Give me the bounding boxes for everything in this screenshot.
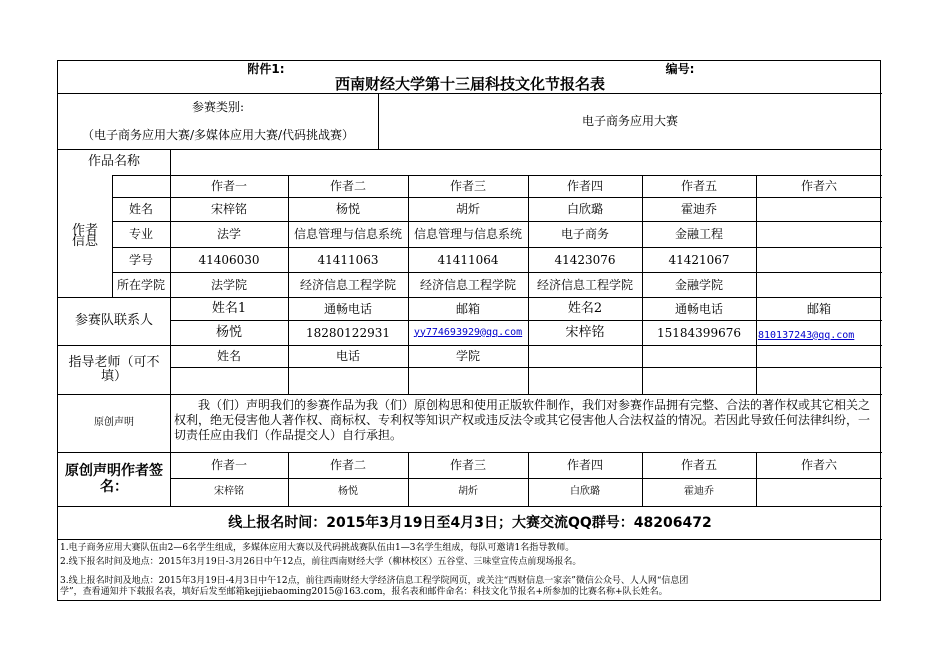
contact-header-name1: 姓名1: [211, 300, 247, 316]
contact-header-email1: 邮箱: [455, 301, 480, 316]
author-name-5[interactable]: 霍迪乔: [680, 202, 717, 216]
author-id-3[interactable]: 41411064: [437, 252, 499, 267]
signature-name-4[interactable]: 白欣璐: [570, 486, 600, 497]
author-major-4[interactable]: 电子商务: [560, 227, 609, 241]
note-3b: 学”，查看通知并下载报名表，填好后发至邮箱kejijiebaoming2015@163.com，报名表和邮件命名：科技文化节报名+所参加的比赛名称+队长姓名。: [60, 587, 668, 597]
signature-col-1: 作者一: [210, 458, 247, 472]
category-options: （电子商务应用大赛/多媒体应用大赛/代码挑战赛）: [81, 128, 355, 142]
author-school-4[interactable]: 经济信息工程学院: [536, 277, 633, 292]
work-name-value[interactable]: [170, 149, 882, 175]
signature-label: 原创声明作者签名：: [65, 463, 163, 495]
signature-col-4: 作者四: [566, 458, 603, 472]
author-col-2: 作者二: [329, 179, 366, 193]
contact-name1[interactable]: 杨悦: [215, 324, 242, 340]
author-name-2[interactable]: 杨悦: [335, 202, 360, 216]
author-school-6[interactable]: [756, 272, 882, 297]
row-label-name: 姓名: [128, 202, 153, 216]
author-col-3: 作者三: [449, 179, 486, 193]
author-id-5[interactable]: 41421067: [668, 252, 730, 267]
signature-col-3: 作者三: [449, 458, 486, 472]
contact-header-name2: 姓名2: [567, 300, 603, 316]
category-label: 参赛类别:: [191, 100, 245, 114]
author-col-5: 作者五: [680, 179, 717, 193]
signature-col-2: 作者二: [329, 458, 366, 472]
signature-name-2[interactable]: 杨悦: [338, 486, 358, 497]
contact-header-phone1: 通畅电话: [323, 301, 372, 316]
row-label-school: 所在学院: [116, 277, 165, 292]
category-value[interactable]: 电子商务应用大赛: [581, 114, 678, 128]
signature-col-5: 作者五: [680, 458, 717, 472]
author-info-label: 作者信息: [71, 223, 98, 249]
attachment-label: 附件1:: [247, 62, 285, 76]
author-major-6[interactable]: [756, 221, 882, 247]
author-col-1: 作者一: [210, 179, 247, 193]
author-major-3[interactable]: 信息管理与信息系统: [413, 226, 522, 241]
row-label-major: 专业: [128, 227, 153, 241]
registration-form: [57, 60, 881, 601]
contact-header-phone2: 通畅电话: [674, 301, 723, 316]
author-school-3[interactable]: 经济信息工程学院: [419, 277, 516, 292]
advisor-label: 指导老师（可不填）: [68, 354, 160, 384]
form-title: 西南财经大学第十三届科技文化节报名表: [334, 75, 605, 93]
author-id-1[interactable]: 41406030: [198, 252, 260, 267]
signature-name-6[interactable]: [756, 478, 882, 506]
number-label: 编号:: [665, 62, 695, 76]
row-label-student-id: 学号: [128, 252, 153, 267]
online-signup-banner: 线上报名时间：2015年3月19日至4月3日；大赛交流QQ群号：48206472: [228, 514, 712, 531]
author-major-1[interactable]: 法学: [216, 227, 241, 241]
author-school-2[interactable]: 经济信息工程学院: [299, 277, 396, 292]
advisor-header-name: 姓名: [216, 349, 241, 363]
author-id-4[interactable]: 41423076: [554, 252, 616, 267]
author-name-4[interactable]: 白欣璐: [566, 202, 603, 216]
author-col-6: 作者六: [800, 179, 837, 193]
author-school-5[interactable]: 金融学院: [674, 277, 723, 292]
note-3a: 3.线上报名时间及地点：2015年3月19日-4月3日中午12点，前往西南财经大学经济信息工程学院网页，或关注“西财信息一家亲”微信公众号、人人网“信息团: [60, 576, 689, 586]
contact-label: 参赛队联系人: [74, 313, 153, 328]
signature-col-6: 作者六: [800, 458, 837, 472]
signature-name-3[interactable]: 胡炘: [458, 486, 478, 497]
author-name-1[interactable]: 宋梓铭: [210, 202, 247, 216]
author-school-1[interactable]: 法学院: [210, 277, 247, 292]
author-name-3[interactable]: 胡炘: [455, 202, 480, 216]
author-col-4: 作者四: [566, 179, 603, 193]
author-id-6[interactable]: [756, 247, 882, 272]
declaration-text: 我（们）声明我们的参赛作品为我（们）原创构思和使用正版软件制作，我们对参赛作品拥有完整、合法的著作权或其它相关之权利，绝无侵害他人著作权、商标权、专利权等知识产权或违反法令或其它侵害他人合法权益的情况。若因此导致任何法律纠纷，一切责任应由我们（作品提交人）自行承担。: [174, 398, 871, 442]
contact-header-email2: 邮箱: [806, 301, 831, 316]
advisor-header-school: 学院: [455, 349, 480, 363]
signature-name-1[interactable]: 宋梓铭: [214, 486, 244, 497]
contact-phone2[interactable]: 15184399676: [657, 325, 741, 340]
work-name-label: 作品名称: [87, 154, 140, 169]
declaration-label: 原创声明: [94, 417, 134, 428]
contact-phone1[interactable]: 18280122931: [306, 325, 390, 340]
note-2: 2.线下报名时间及地点：2015年3月19日-3月26日中午12点，前往西南财经大学（柳林校区）五谷堂、三味堂宣传点前现场报名。: [60, 557, 582, 567]
author-name-6[interactable]: [756, 197, 882, 221]
signature-name-5[interactable]: 霍迪乔: [684, 486, 714, 497]
contact-email1[interactable]: yy774693929@qq.com: [413, 326, 523, 338]
author-major-5[interactable]: 金融工程: [674, 227, 723, 241]
author-major-2[interactable]: 信息管理与信息系统: [293, 226, 402, 241]
contact-name2[interactable]: 宋梓铭: [565, 324, 605, 340]
advisor-header-phone: 电话: [335, 349, 360, 363]
author-id-2[interactable]: 41411063: [317, 252, 379, 267]
contact-email2[interactable]: 810137243@qq.com: [758, 329, 855, 341]
note-1: 1.电子商务应用大赛队伍由2—6名学生组成，多媒体应用大赛以及代码挑战赛队伍由1—3名学生组成，每队可邀请1名指导教师。: [60, 543, 575, 553]
